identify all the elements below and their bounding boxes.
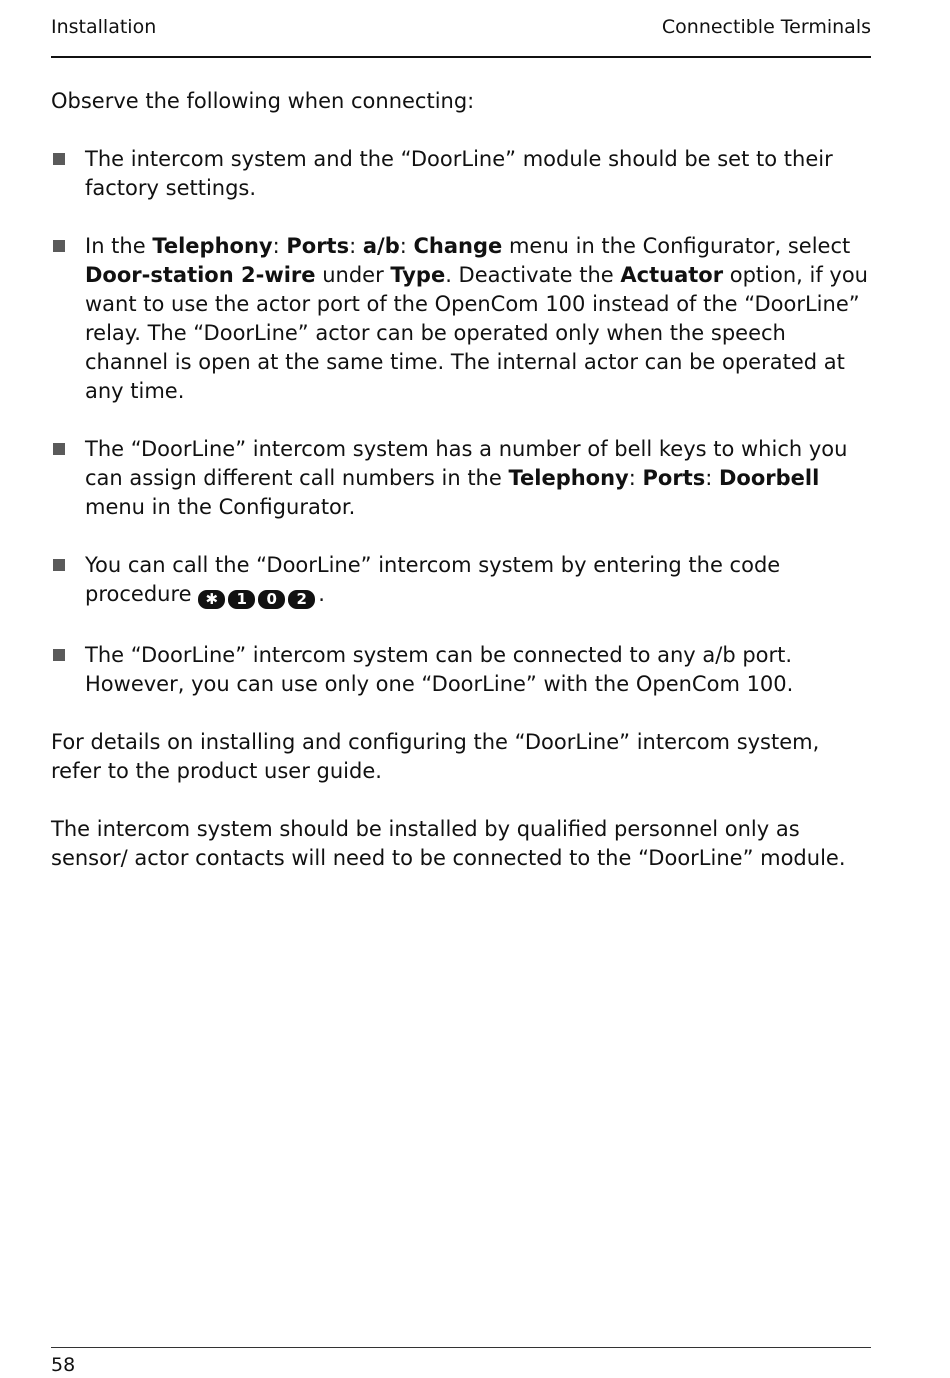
bullet-item-ab-port xyxy=(51,641,873,699)
page-header xyxy=(51,14,871,44)
bullet-text-part: menu in the Configurator, select xyxy=(502,234,851,258)
header-chapter: Installation xyxy=(51,16,157,38)
menu-term-telephony: Telephony xyxy=(508,466,629,490)
menu-separator: : xyxy=(399,234,414,258)
option-term-actuator: Actuator xyxy=(620,263,724,287)
square-bullet-icon xyxy=(53,240,65,252)
footer-rule xyxy=(51,1347,871,1348)
bullet-text: The intercom system and the “DoorLine” module should be set to their factory settings. xyxy=(85,147,833,200)
paragraph-user-guide: For details on installing and configuring the “DoorLine” intercom system, refer to the product user guide. xyxy=(51,730,820,783)
square-bullet-icon xyxy=(53,443,65,455)
bullet-text-part: option, if you want to use the actor port of the OpenCom 100 instead of the “DoorLine” relay. The “DoorLine” actor can be operated only when the speech channel is open at the same time. The internal actor can be operated at any time. xyxy=(85,263,868,403)
square-bullet-icon xyxy=(53,559,65,571)
menu-term-change: Change xyxy=(413,234,503,258)
menu-term-ab: a/b xyxy=(362,234,400,258)
menu-term-ports: Ports xyxy=(286,234,350,258)
bullet-text-part: The “DoorLine” intercom system has a number of bell keys to which you can assign different call numbers in the xyxy=(85,437,848,490)
option-term-type: Type xyxy=(390,263,446,287)
menu-separator: : xyxy=(628,466,643,490)
page-number: 58 xyxy=(51,1354,76,1376)
bullet-text-part: . Deactivate the xyxy=(445,263,621,287)
paragraph-qualified-personnel: The intercom system should be installed by qualified personnel only as sensor/ actor contacts will need to be connected to the “DoorLine” module. xyxy=(51,817,846,870)
menu-separator: : xyxy=(349,234,363,258)
digit-key-2-icon: 2 xyxy=(288,590,315,609)
menu-separator: : xyxy=(272,234,287,258)
menu-term-telephony: Telephony xyxy=(152,234,273,258)
menu-term-ports: Ports xyxy=(642,466,706,490)
bullet-item-code-procedure xyxy=(51,551,873,612)
bullet-text-part: You can call the “DoorLine” intercom system by entering the code procedure xyxy=(85,553,781,606)
star-key-icon: ✱ xyxy=(198,590,225,609)
menu-term-doorbell: Doorbell xyxy=(719,466,820,490)
bullet-text-part: menu in the Configurator. xyxy=(85,495,356,519)
bullet-item-configurator-ports xyxy=(51,232,873,406)
key-sequence xyxy=(198,583,318,612)
option-term-doorstation: Door-station 2-wire xyxy=(85,263,316,287)
header-section: Connectible Terminals xyxy=(661,16,871,38)
bullet-item-bell-keys xyxy=(51,435,873,522)
menu-separator: : xyxy=(705,466,719,490)
square-bullet-icon xyxy=(53,153,65,165)
bullet-list xyxy=(51,145,873,699)
page-content xyxy=(51,87,873,873)
intro-text: Observe the following when connecting: xyxy=(51,89,475,113)
bullet-item-factory-settings xyxy=(51,145,873,203)
square-bullet-icon xyxy=(53,649,65,661)
bullet-text: The “DoorLine” intercom system can be connected to any a/b port. However, you can use only one “DoorLine” with the OpenCom 100. xyxy=(85,643,794,696)
header-rule xyxy=(51,56,871,58)
digit-key-0-icon: 0 xyxy=(258,590,285,609)
bullet-text-part: In the xyxy=(85,234,153,258)
bullet-text-part: . xyxy=(318,582,325,606)
digit-key-1-icon: 1 xyxy=(228,590,255,609)
bullet-text-part: under xyxy=(315,263,391,287)
